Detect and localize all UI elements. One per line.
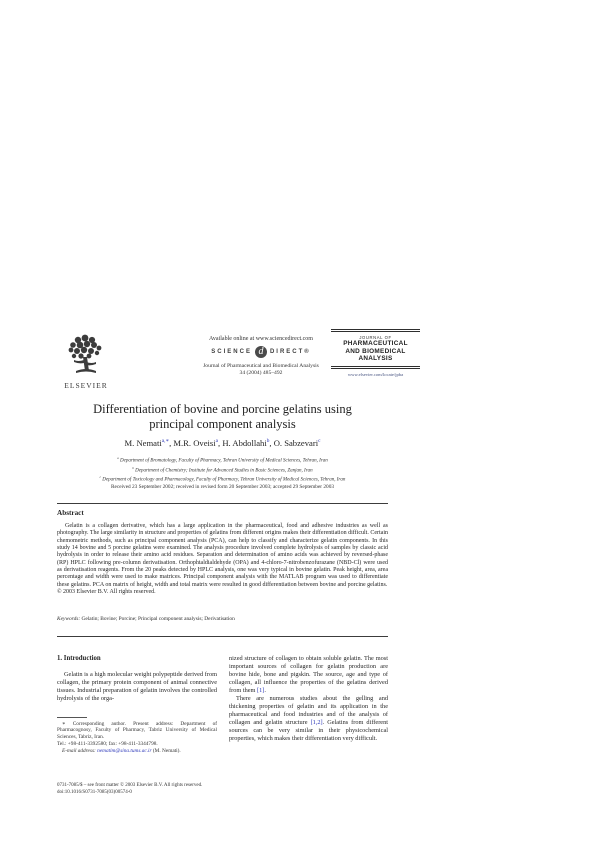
tel-fax-line: Tel.: +98-411-3392580; fax: +98-411-3344798. bbox=[57, 740, 158, 747]
footnote-rule bbox=[57, 717, 87, 718]
journal-citation-line2: 34 (2004) 485–492 bbox=[239, 370, 283, 376]
abstract-heading: Abstract bbox=[57, 509, 84, 517]
author-3-affil-mark[interactable]: b bbox=[266, 438, 270, 445]
abstract-top-rule bbox=[57, 503, 388, 504]
email-link[interactable]: nematim@sina.tums.ac.ir bbox=[95, 747, 152, 754]
elsevier-logo bbox=[60, 333, 112, 390]
left-column bbox=[57, 655, 217, 754]
affiliation-b: $^b$ Department of Chemistry; Institute for Advanced Studies in Basic Sciences, Zanjan, Iran bbox=[132, 465, 313, 474]
abstract-text: Gelatin is a collagen derivative, which has a large application in the pharmaceutical, food and adhesive industries as well as photography. The large similarity in structure and properties of gelatins from different origins makes their differentiation difficult. Certain chemometric methods, such as principal component analysis (PCA), can help to classify and characterize gelatin components. In this study 14 bovine and 5 porcine gelatins were examined. The analysis procedure involved complete hydrolysis of samples by classic acid hydrolysis in order to release their amino acid residues. Separation and determination of amino acids was achieved by reversed-phase (RP) HPLC following pre-column derivatisation. Orthophtaldialdehyde (OPA) and 4-chloro-7-nitrobenzofurazane (NBD-Cl) were used as derivatisation reagents. From the 20 peaks detected by HPLC analysis, one was very typical in bovine gelatin. Peak height, area, area percentage and width were used to make matrices. Principal component analysis with the MATLAB program was used to differentiate these gelatins. PCA on matrix of height, width and total matrix were resulted in good differentiation between bovine and porcine gelatins. bbox=[57, 523, 388, 588]
email-line bbox=[57, 748, 217, 755]
keywords-line bbox=[57, 616, 388, 622]
article-title-line1: Differentiation of bovine and porcine gelatins using bbox=[93, 402, 352, 416]
science-wordmark: SCIENCE bbox=[211, 349, 252, 355]
elsevier-tree-icon bbox=[64, 362, 108, 379]
intro-right-paragraph-2: There are numerous studies about the gelling and thickening properties of gelatin and its application in the pharmaceutical and food industries and of the analysis of collagen and gelatin structure [1,2]. Gelatins from different sources can be very similar in their physicochemical properties, which makes their differentiation very difficult. bbox=[229, 695, 388, 742]
author-4-affil-mark[interactable]: c bbox=[318, 438, 321, 445]
received-dates: Received 23 September 2002; received in revised form 20 September 2003; accepted 29 September 2003 bbox=[111, 484, 334, 490]
intro-right-paragraph-1: nized structure of collagen to obtain soluble gelatin. The most important sources of collagen for gelatin production are bovine hide, bone and pigskin. The source, age and type of collagen, all influence the properties of the gelatins derived from them [1]. bbox=[229, 655, 388, 694]
journal-citation-line1: Journal of Pharmaceutical and Biomedical Analysis bbox=[203, 363, 319, 369]
citation-ref-1[interactable]: [1] bbox=[256, 687, 265, 694]
introduction-heading: 1. Introduction bbox=[57, 655, 101, 662]
affiliation-list bbox=[57, 455, 388, 484]
masthead-bottom-rule-thin bbox=[331, 368, 420, 369]
author-2: M.R. Oveisi$^a$, bbox=[173, 438, 223, 448]
masthead-name-line1: PHARMACEUTICAL bbox=[343, 340, 408, 347]
affiliation-c: $^c$ Department of Toxicology and Pharmacology, Faculty of Pharmacy, Tehran University of Medical Sciences, Tehran, Iran bbox=[99, 475, 346, 483]
abstract-body bbox=[57, 523, 388, 596]
sciencedirect-link[interactable]: Available online at www.sciencedirect.com bbox=[209, 336, 313, 342]
article-title bbox=[57, 402, 388, 432]
article-body-columns bbox=[57, 655, 388, 754]
affiliation-a: $^a$ Department of Bromatology, Faculty of Pharmacy, Tehran University of Medical Sciences, Tehran, Iran bbox=[117, 456, 328, 464]
masthead-journal-of: JOURNAL OF bbox=[359, 335, 392, 340]
sciencedirect-d-icon: d bbox=[255, 346, 267, 358]
article-title-line2: principal component analysis bbox=[149, 417, 296, 431]
email-holder: (M. Nemati). bbox=[151, 747, 181, 754]
masthead-bottom-rule bbox=[331, 366, 420, 367]
author-4: O. Sabzevari$^c$ bbox=[273, 438, 321, 448]
abstract-bottom-rule bbox=[57, 636, 388, 637]
front-matter-footer bbox=[57, 782, 388, 796]
author-3: H. Abdollahi$^b$, bbox=[222, 438, 274, 448]
journal-masthead-box bbox=[331, 329, 420, 377]
author-1-affil-mark[interactable]: a,∗ bbox=[161, 438, 170, 445]
journal-homepage-link[interactable]: www.elsevier.com/locate/jpba bbox=[347, 371, 404, 377]
author-2-affil-mark[interactable]: a bbox=[215, 438, 219, 445]
keywords-label: Keywords: bbox=[57, 616, 81, 622]
masthead-top-rule bbox=[331, 329, 420, 330]
journal-citation bbox=[178, 363, 344, 377]
right-column bbox=[229, 655, 388, 754]
citation-ref-1-2[interactable]: [1,2] bbox=[310, 719, 323, 726]
issn-copyright-line: 0731-7085/$ – see front matter © 2003 Elsevier B.V. All rights reserved. bbox=[57, 783, 203, 788]
header-center bbox=[178, 336, 344, 377]
elsevier-wordmark: ELSEVIER bbox=[64, 381, 108, 390]
corresponding-author-note: ∗ Corresponding author. Present address: Department of Pharmacognosy, Faculty of Pharmacy, Tabriz University of Medical Sciences, Tabriz, Iran. bbox=[57, 720, 217, 741]
masthead-name-line3: ANALYSIS bbox=[358, 355, 393, 363]
email-label: E-mail address: bbox=[62, 747, 96, 754]
doi-line: doi:10.1016/S0731-7085(03)00574-0 bbox=[57, 790, 132, 795]
masthead-name-line2: AND BIOMEDICAL bbox=[345, 347, 406, 355]
sciencedirect-logo bbox=[178, 346, 344, 358]
author-footnote bbox=[57, 717, 217, 754]
intro-left-paragraph: Gelatin is a high molecular weight polypeptide derived from collagen, the primary protein component of animal connective tissues. Industrial preparation of gelatin involves the controlled hydrolysis of the orga- bbox=[57, 671, 217, 702]
author-1: M. Nemati$^{a,∗}$, bbox=[124, 438, 174, 448]
copyright-line: © 2003 Elsevier B.V. All rights reserved. bbox=[57, 589, 156, 596]
author-list bbox=[57, 438, 388, 448]
direct-wordmark: DIRECT® bbox=[269, 349, 311, 355]
keywords-values: Gelatin; Bovine; Porcine; Principal component analysis; Derivatisation bbox=[80, 616, 235, 622]
